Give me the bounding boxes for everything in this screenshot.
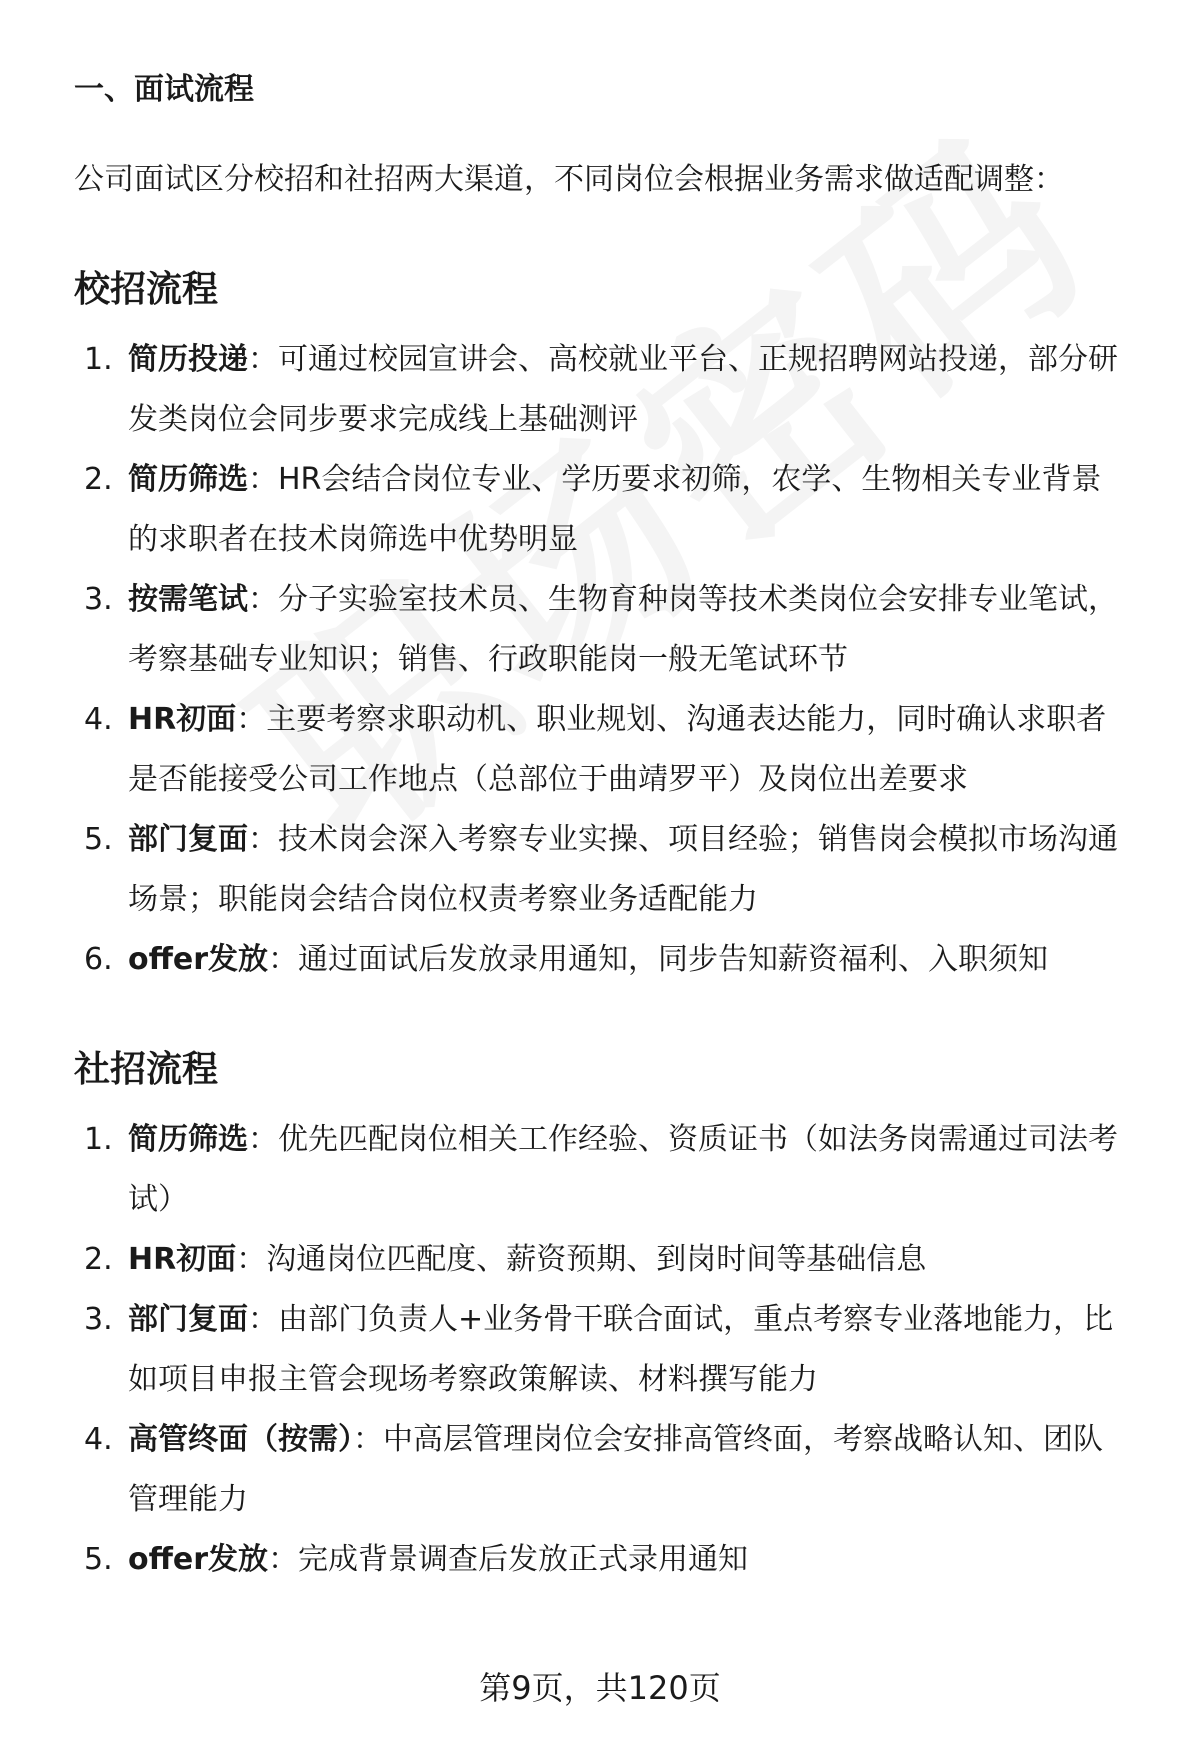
- list-item: 5. offer发放：完成背景调查后发放正式录用通知: [84, 1542, 749, 1577]
- step-text: ：通过面试后发放录用通知，同步告知薪资福利、入职须知: [268, 942, 1049, 977]
- step-label: 简历投递: [128, 342, 248, 377]
- step-text: ：中高层管理岗位会安排高管终面，考察战略认知、团队管理能力: [128, 1422, 1103, 1517]
- social-title: 社招流程: [74, 1049, 219, 1090]
- section-title: 一、面试流程: [74, 72, 254, 107]
- step-label: HR初面: [128, 1242, 237, 1277]
- step-text: ：分子实验室技术员、生物育种岗等技术类岗位会安排专业笔试，考察基础专业知识；销售、行政职能岗一般无笔试环节: [128, 582, 1118, 677]
- list-item: 4. HR初面：主要考察求职动机、职业规划、沟通表达能力，同时确认求职者是否能接受公司工作地点（总部位于曲靖罗平）及岗位出差要求: [84, 702, 1107, 797]
- step-text: ：可通过校园宣讲会、高校就业平台、正规招聘网站投递，部分研发类岗位会同步要求完成线上基础测评: [128, 342, 1118, 437]
- list-item: 3. 按需笔试：分子实验室技术员、生物育种岗等技术类岗位会安排专业笔试，考察基础专业知识；销售、行政职能岗一般无笔试环节: [84, 582, 1118, 677]
- step-text: ：沟通岗位匹配度、薪资预期、到岗时间等基础信息: [236, 1242, 927, 1277]
- list-item: 6. offer发放：通过面试后发放录用通知，同步告知薪资福利、入职须知: [84, 942, 1049, 977]
- step-label: 按需笔试: [128, 582, 248, 617]
- step-label: HR初面: [128, 702, 237, 737]
- step-text: ：主要考察求职动机、职业规划、沟通表达能力，同时确认求职者是否能接受公司工作地点（总部位于曲靖罗平）及岗位出差要求: [128, 702, 1107, 797]
- campus-title: 校招流程: [74, 269, 219, 310]
- list-item: 5. 部门复面：技术岗会深入考察专业实操、项目经验；销售岗会模拟市场沟通场景；职能岗会结合岗位权责考察业务适配能力: [84, 822, 1118, 917]
- step-label: 高管终面（按需）: [128, 1422, 353, 1457]
- step-label: 部门复面: [128, 822, 248, 857]
- list-item: 4. 高管终面（按需）：中高层管理岗位会安排高管终面，考察战略认知、团队管理能力: [84, 1422, 1103, 1517]
- social-steps: [74, 1110, 1130, 1590]
- list-item: 1. 简历投递：可通过校园宣讲会、高校就业平台、正规招聘网站投递，部分研发类岗位会同步要求完成线上基础测评: [84, 342, 1118, 437]
- page-number: 第9页，共120页: [479, 1669, 721, 1707]
- step-label: offer发放: [128, 1542, 269, 1577]
- step-label: 简历筛选: [128, 1122, 248, 1157]
- step-label: 简历筛选: [128, 462, 248, 497]
- intro-paragraph: 公司面试区分校招和社招两大渠道，不同岗位会根据业务需求做适配调整：: [74, 162, 1064, 197]
- list-item: 2. HR初面：沟通岗位匹配度、薪资预期、到岗时间等基础信息: [84, 1242, 927, 1277]
- step-label: offer发放: [128, 942, 269, 977]
- campus-steps: [74, 330, 1130, 990]
- step-text: ：由部门负责人+业务骨干联合面试，重点考察专业落地能力，比如项目申报主管会现场考察政策解读、材料撰写能力: [128, 1302, 1114, 1397]
- step-text: ：技术岗会深入考察专业实操、项目经验；销售岗会模拟市场沟通场景；职能岗会结合岗位权责考察业务适配能力: [128, 822, 1118, 917]
- step-label: 部门复面: [128, 1302, 248, 1337]
- list-item: 2. 简历筛选：HR会结合岗位专业、学历要求初筛，农学、生物相关专业背景的求职者在技术岗筛选中优势明显: [84, 462, 1102, 557]
- list-item: 1. 简历筛选：优先匹配岗位相关工作经验、资质证书（如法务岗需通过司法考试）: [84, 1122, 1118, 1217]
- step-text: ：HR会结合岗位专业、学历要求初筛，农学、生物相关专业背景的求职者在技术岗筛选中优势明显: [128, 462, 1102, 557]
- step-text: ：优先匹配岗位相关工作经验、资质证书（如法务岗需通过司法考试）: [128, 1122, 1118, 1217]
- list-item: 3. 部门复面：由部门负责人+业务骨干联合面试，重点考察专业落地能力，比如项目申报主管会现场考察政策解读、材料撰写能力: [84, 1302, 1114, 1397]
- step-text: ：完成背景调查后发放正式录用通知: [268, 1542, 749, 1577]
